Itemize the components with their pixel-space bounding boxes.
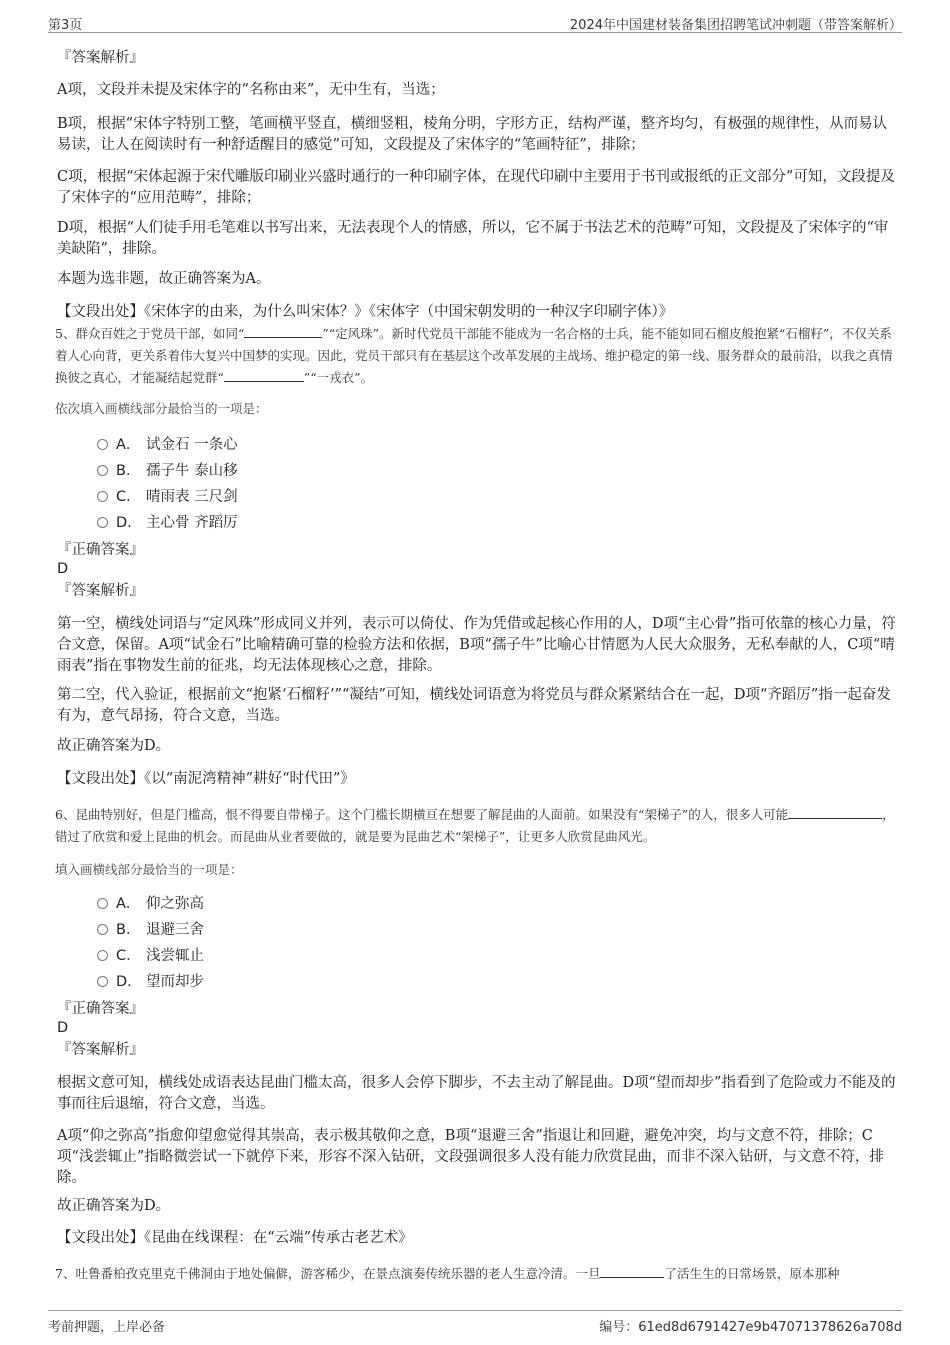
- q6-analysis-p1: 根据文意可知，横线处成语表达昆曲门槛太高，很多人会停下脚步，不去主动了解昆曲。D项“望而却步”指看到了危险或力不能及的事而往后退缩，符合文意，当选。: [57, 1075, 896, 1112]
- radio-icon[interactable]: [97, 950, 108, 961]
- q5-source: 【文段出处】《以“南泥湾精神”耕好“时代田”》: [57, 771, 355, 787]
- q5-analysis-p2: 第二空，代入验证，根据前文“抱紧‘石榴籽’”“凝结”可知，横线处词语意为将党员与群众紧紧结合在一起，D项“齐蹈厉”指一起奋发有为，意气昂扬，符合文意，当选。: [57, 687, 891, 724]
- radio-icon[interactable]: [97, 465, 108, 476]
- q5-option-a[interactable]: A． 试金石 一条心: [97, 435, 238, 455]
- q5-correct-answer: D: [57, 561, 69, 577]
- q6-correct-answer: D: [57, 1020, 69, 1036]
- radio-icon[interactable]: [97, 898, 108, 909]
- q4-analysis-a: A项，文段并未提及宋体字的“名称由来”，无中生有，当选；: [57, 82, 445, 98]
- q5-option-c[interactable]: C． 晴雨表 三尺剑: [97, 487, 238, 507]
- q5-blank-1: [244, 325, 322, 338]
- q6-analysis-p2: A项“仰之弥高”指愈仰望愈觉得其崇高，表示极其敬仰之意，B项“退避三舍”指退让和回避，避免冲突，均与文意不符，排除；C项“浅尝辄止”指略微尝试一下就停下来，形容不深入钻研，文段强调很多人没有能力欣赏昆曲，而非不深入钻研，与文意不符，排除。: [57, 1128, 884, 1186]
- q6-blank: [788, 806, 882, 819]
- q6-option-b[interactable]: B． 退避三舍: [97, 920, 204, 940]
- q5-correct-label: 『正确答案』: [57, 542, 144, 558]
- q4-analysis-b: B项，根据“宋体字特别工整，笔画横平竖直，横细竖粗，棱角分明，字形方正，结构严谨，整齐均匀，有极强的规律性，从而易认易读，让人在阅读时有一种舒适醒目的感觉”可知，文段提及了宋体字的“笔画特征”，排除；: [57, 116, 888, 153]
- q4-analysis-label: 『答案解析』: [57, 50, 144, 66]
- q6-option-d[interactable]: D． 望而却步: [97, 972, 204, 992]
- q6-prompt: 填入画横线部分最恰当的一项是：: [55, 862, 243, 877]
- q5-prompt: 依次填入画横线部分最恰当的一项是：: [55, 401, 268, 416]
- radio-icon[interactable]: [97, 491, 108, 502]
- q7-blank: [600, 1265, 664, 1278]
- q4-source: 【文段出处】《宋体字的由来，为什么叫宋体？》《宋体字（中国宋朝发明的一种汉字印刷字体）》: [57, 304, 674, 320]
- q5-question: 5、群众百姓之于党员干部，如同“ ”“定风珠”。新时代党员干部能不能成为一名合格的士兵，能不能如同石榴皮般抱紧“石榴籽”，不仅关系着人心向背，更关系着伟大复兴中国梦的实现。因此，党员干部只有在基层这个改革发展的主战场、维护稳定的第一线、服务群众的最前沿，以我之真情换彼之真心，才能凝结起党群“ ”“一戎衣”。: [55, 326, 893, 385]
- page-header: [48, 12, 902, 33]
- q4-analysis-d: D项，根据“人们徒手用毛笔难以书写出来，无法表现个人的情感，所以，它不属于书法艺术的范畴”可知，文段提及了宋体字的“审美缺陷”，排除。: [57, 220, 889, 257]
- q5-conclusion: 故正确答案为D。: [57, 738, 171, 754]
- footer-code: 编号：61ed8d6791427e9b47071378626a708d: [599, 1320, 902, 1335]
- q6-option-c[interactable]: C． 浅尝辄止: [97, 946, 204, 966]
- q6-question: 6、昆曲特别好，但是门槛高，恨不得要自带梯子。这个门槛长期横亘在想要了解昆曲的人面前。如果没有“架梯子”的人，很多人可能 ，错过了欣赏和爱上昆曲的机会。而昆曲从业者要做的，就是要为昆曲艺术“架梯子”，让更多人欣赏昆曲风光。: [55, 807, 895, 844]
- page-footer: [48, 1310, 902, 1333]
- q7-question: 7、吐鲁番柏孜克里克千佛洞由于地处偏僻，游客稀少，在景点演奏传统乐器的老人生意冷清。一旦 了活生生的日常场景，原本那种: [55, 1266, 840, 1281]
- radio-icon[interactable]: [97, 439, 108, 450]
- document-title: 2024年中国建材装备集团招聘笔试冲刺题（带答案解析）: [569, 18, 902, 33]
- q6-source: 【文段出处】《昆曲在线课程：在“云端”传承古老艺术》: [57, 1230, 413, 1246]
- radio-icon[interactable]: [97, 517, 108, 528]
- footer-slogan: 考前押题，上岸必备: [48, 1320, 166, 1335]
- page-number: 第3页: [48, 18, 83, 33]
- q4-conclusion: 本题为选非题，故正确答案为A。: [57, 271, 271, 287]
- q6-correct-label: 『正确答案』: [57, 1001, 144, 1017]
- q5-analysis-p1: 第一空，横线处词语与“定风珠”形成同义并列，表示可以倚仗、作为凭借或起核心作用的人，D项“主心骨”指可依靠的核心力量，符合文意，保留。A项“试金石”比喻精确可靠的检验方法和依据，B项“孺子牛”比喻心甘情愿为人民大众服务，无私奉献的人，C项“晴雨表”指在事物发生前的征兆，均无法体现核心之意，排除。: [57, 616, 896, 674]
- q5-option-d[interactable]: D． 主心骨 齐蹈厉: [97, 513, 238, 533]
- q6-conclusion: 故正确答案为D。: [57, 1198, 171, 1214]
- q4-analysis-c: C项，根据“宋体起源于宋代雕版印刷业兴盛时通行的一种印刷字体，在现代印刷中主要用于书刊或报纸的正文部分”可知，文段提及了宋体字的“应用范畴”，排除；: [57, 169, 895, 206]
- q5-option-b[interactable]: B． 孺子牛 泰山移: [97, 461, 238, 481]
- q5-blank-2: [224, 369, 304, 382]
- q6-option-a[interactable]: A． 仰之弥高: [97, 894, 204, 914]
- q6-analysis-label: 『答案解析』: [57, 1042, 144, 1058]
- q5-analysis-label: 『答案解析』: [57, 583, 144, 599]
- radio-icon[interactable]: [97, 924, 108, 935]
- radio-icon[interactable]: [97, 976, 108, 987]
